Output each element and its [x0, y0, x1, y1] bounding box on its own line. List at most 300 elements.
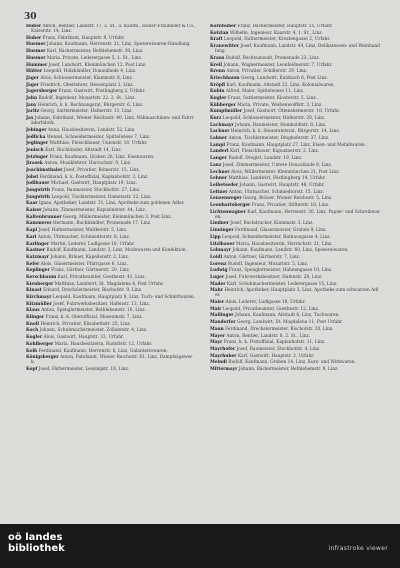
entry-text: Josef, Privatier, Römerstr. 15, Linz.	[63, 167, 140, 173]
entry-name: Kerschbaum	[26, 274, 57, 280]
directory-entry	[26, 63, 196, 68]
entry-text: Ferdinand, Drechslermeister, Bischofstr. 20, Linz.	[225, 326, 334, 332]
entry-text: Josef, Kaufmann, Landstr. 44, Linz, Delikatessen- und Weinhandlung.	[215, 44, 380, 55]
entry-text: Leopold, Kaufmann, Hauptplatz 8, Linz, Tuch- und Schnittwaren.	[52, 295, 196, 300]
entry-name: Langer	[210, 156, 227, 162]
entry-name: Jebinger	[26, 127, 47, 133]
directory-entry	[26, 103, 196, 108]
entry-name: Jobst	[26, 174, 39, 180]
entry-text: Maria, Hausbesitzerin, Harrachstr. 21, Linz.	[236, 241, 333, 247]
entry-name: Mader	[210, 281, 226, 287]
entry-name: Jedlicka	[26, 134, 46, 140]
entry-text: Anton, Privatier, Schillerstr. 29, Linz.	[226, 69, 308, 75]
directory-entry	[26, 135, 196, 140]
entry-text: Leopold, Tischlermeister, Dametzstr. 12, Linz.	[51, 194, 152, 200]
directory-entry	[210, 183, 380, 188]
entry-name: Katzmayr	[26, 254, 50, 260]
directory-entry	[26, 83, 196, 88]
directory-entry	[210, 255, 380, 260]
entry-text: Anton, Tischlermeister, Dinghoferstr. 37, Linz.	[228, 136, 330, 142]
entry-text: Georg, Bräuer, Wiener Reichsstr. 5, Linz.	[243, 196, 333, 202]
entry-name: Jenisch	[26, 147, 44, 153]
entry-text: Anton, Fabrikant, Wiener Reichsstr. 61, Linz, Dampfsägewerk.	[31, 355, 193, 366]
entry-name: Maier	[210, 300, 225, 306]
directory-entry	[26, 268, 196, 273]
entry-text: Anton, Gärtner, Gärtnerstr. 7, Linz.	[223, 254, 301, 260]
entry-text: Wilhelm, Ingenieur, Kaarstr. 4, 1. St., Linz.	[229, 30, 323, 36]
directory-entry	[26, 161, 196, 166]
entry-name: Lobmayr	[210, 248, 231, 254]
entry-name: Jeglinger	[26, 141, 49, 147]
entry-text: Eduard, Drechslermeister, Bischofstr. 9, Linz.	[43, 288, 143, 294]
entry-text: Karl, Buchbinder, Altstadt 14, Linz.	[45, 147, 122, 153]
entry-text: Ferdinand, Kaufmann, Herrenstr. 6, Linz, Galanteriewaren.	[38, 348, 168, 354]
entry-name: Mair	[210, 306, 222, 312]
entry-text: Anton, Spenglermeister, Bethlehemstr. 16, Linz.	[41, 308, 146, 314]
directory-entry	[26, 282, 196, 287]
entry-name: Jungwirth	[26, 188, 50, 193]
directory-entry	[26, 42, 196, 47]
entry-text: Franz, Bäckermeister, Hauptstr. 15, Urfahr.	[237, 24, 333, 29]
entry-name: Lorenz	[210, 261, 227, 267]
entry-text: Matthias, Fleischhauer, Unionstr. 18, Urfahr.	[49, 141, 148, 147]
entry-text: Heinrich, k. k. Steueramtsrat, Bürgerstr. 14, Linz.	[230, 129, 340, 135]
entry-text: Ferdinand, k. k. Postoffizial, Kaplanhofstr. 3, Linz.	[39, 174, 149, 180]
entry-name: Leibetseder	[210, 182, 239, 188]
entry-name: Kriechbaum	[210, 75, 240, 81]
directory-entry	[210, 288, 380, 298]
directory-entry	[26, 168, 196, 173]
entry-name: Loidl	[210, 254, 223, 260]
entry-text: Georg, Sattlermeister, Hafnerstr. 11, Linz.	[40, 109, 133, 115]
directory-entry	[26, 215, 196, 220]
entry-text: Josef, Baumeister, Stockhofstr. 4, Linz.	[236, 346, 321, 352]
entry-text: Karl, Kaufmann, Herrenstr. 30, Linz, Papier- und Schreibwaren.	[215, 209, 380, 220]
entry-name: Mahr	[210, 288, 223, 294]
directory-entry	[26, 228, 196, 233]
entry-name: Kirchmayr	[26, 295, 52, 300]
entry-name: Jäger	[26, 82, 39, 88]
directory-entry	[210, 129, 380, 134]
entry-text: Anton, Uhrmacher, Schmiedtorstr. 8, Linz.	[37, 234, 131, 240]
entry-text: Anton, Uhrmacher, Schmiedtorstr. 15, Linz.	[228, 189, 324, 195]
directory-entry	[26, 181, 196, 186]
directory-entry	[26, 262, 196, 267]
entry-name: Mallinger	[210, 313, 234, 319]
entry-name: Kolb	[26, 348, 38, 354]
entry-text: Matthias, Landwirt, Pöstlingberg 14, Urfahr.	[228, 176, 326, 182]
directory-entry	[26, 328, 196, 333]
entry-text: Johann, Bräuer, Kapellenstr. 2, Linz.	[50, 254, 130, 260]
entry-text: Leopold, Hafnermeister, Kroatengasse 2, Urfahr.	[224, 37, 331, 43]
entry-name: Kotzian	[210, 30, 229, 36]
entry-text: Martin, Lederer, Ludlgasse 10, Urfahr.	[50, 241, 135, 247]
entry-text: Josef, Fuhrwerksbesitzer, Hafenstr. 13, Linz.	[53, 301, 150, 307]
directory-entry	[210, 340, 380, 345]
entry-name: Mittermayr	[210, 366, 238, 372]
entry-text: Wenzel, Schneidermeister, Spittelwiese 7, Linz.	[46, 134, 151, 140]
entry-name: Kinast	[26, 288, 42, 294]
entry-name: Lachmayr	[210, 122, 234, 128]
entry-text: Franz, Gärtner, Gärtnerstr. 20, Linz.	[51, 268, 131, 274]
entry-name: Kugler	[210, 95, 227, 101]
directory-entry	[210, 320, 380, 325]
directory-entry	[210, 123, 380, 128]
entry-text: Johann, Zimmermeister, Kapuzinerstr. 44, Linz.	[42, 208, 147, 214]
entry-name: Karlinger	[26, 241, 50, 247]
entry-name: Jax	[26, 116, 34, 122]
entry-text: Anton, Rentier, Landstr. 8, 2. St., Linz.	[226, 333, 311, 339]
entry-text: Johann, Fabrikant, Wiener Reichsstr. 40, Linz, Nähmaschinen- und Fahrräderfabrik.	[31, 116, 194, 127]
directory-entry	[210, 37, 380, 42]
entry-text: Josef, Gastwirt, Ottensheimerstr. 10, Urfahr.	[243, 109, 341, 115]
entry-name: Jodlbauer	[26, 181, 50, 187]
entry-name: Kaiser	[26, 208, 42, 214]
entry-name: Kreil	[210, 62, 222, 68]
entry-text: Heinrich, Apotheker, Hauptplatz 3, Linz, Apotheke zum schwarzen Adler.	[215, 288, 379, 299]
entry-name: Kohlberger	[26, 341, 54, 347]
entry-text: Karl, Gastwirt, Hauptstr. 2, Urfahr.	[237, 353, 315, 359]
entry-name: Kornhuber	[210, 24, 237, 29]
entry-name: Jaritz	[26, 109, 40, 115]
entry-name: Lichtenwagner	[210, 209, 246, 215]
entry-name: Meindl	[210, 360, 227, 366]
directory-entry	[26, 367, 196, 372]
entry-name: Huemer	[26, 55, 46, 61]
directory-entry	[210, 334, 380, 339]
entry-name: Hütter	[26, 69, 43, 75]
directory-entry	[210, 248, 380, 253]
entry-name: Klaus	[26, 308, 40, 314]
directory-entry	[210, 313, 380, 318]
directory-entry	[26, 355, 196, 365]
entry-text: Anna, Hausbesitzerin, Landstr. 52, Linz.	[47, 127, 136, 133]
directory-entry	[210, 31, 380, 36]
entry-name: Lipp	[210, 234, 221, 240]
directory-entry	[210, 109, 380, 114]
entry-name: Ludwig	[210, 268, 228, 274]
directory-entry	[26, 315, 196, 320]
entry-name: Huemer	[26, 42, 46, 48]
entry-text: Heinrich, k. k. Rechnungsrat, Bürgerstr. 6, Linz.	[37, 102, 144, 108]
directory-entry	[26, 175, 196, 180]
directory-entry	[210, 76, 380, 81]
directory-entry	[26, 308, 196, 313]
logo-line-1: oö landes	[8, 532, 63, 543]
entry-name: Lechner	[210, 169, 230, 175]
directory-entry	[26, 302, 196, 307]
entry-text: Johann, Kaufmann, Herrenstr. 21, Linz, Spezereiwaren-Handlung.	[46, 42, 191, 48]
directory-entry	[210, 69, 380, 74]
entry-text: Anton, Musiklehrer, Harrachstr. 9, Linz.	[44, 161, 132, 167]
entry-text: Josef, Färbermeister, Lessingstr. 18, Linz.	[38, 366, 130, 372]
entry-name: Kröpfl	[210, 82, 225, 88]
entry-name: Linninger	[210, 228, 234, 234]
entry-name: Kraft	[210, 37, 223, 43]
directory-entry	[26, 342, 196, 347]
entry-text: Maria, Private, Weißenwolffstr. 3, Linz.	[237, 102, 323, 108]
entry-name: Hummer	[26, 62, 48, 68]
entry-name: Jungwirth	[26, 194, 50, 200]
entry-name: Kitzmüller	[26, 301, 52, 307]
directory-entry	[210, 307, 380, 312]
entry-text: Leopold, Schneidermeister, Rathausgasse 4, Linz.	[222, 234, 331, 240]
entry-text: Alois, Lederer, Ludlgasse 18, Urfahr.	[225, 300, 306, 306]
entry-name: Kefer	[26, 261, 40, 267]
entry-text: Karl, Privatbeamter, Goethestr. 41, Linz.	[57, 274, 146, 280]
entry-text: Rudolf, Ingenieur, Mozartstr. 22, 2. St., Linz.	[38, 95, 136, 101]
entry-text: Josef, Buchdrucker, Klammstr. 3, Linz.	[230, 221, 314, 227]
directory-entry	[26, 195, 196, 200]
directory-entry	[210, 282, 380, 287]
directory-entry	[26, 76, 196, 81]
library-logo[interactable]	[8, 532, 65, 554]
entry-text: Karl, Fleischhauer, Kapuzinerstr. 2, Linz.	[229, 149, 320, 155]
directory-entry	[210, 103, 380, 108]
entry-name: Lindner	[210, 221, 229, 227]
entry-name: Kienberger	[26, 281, 54, 287]
entry-name: Kogler	[26, 335, 43, 341]
entry-name: Kaltenbrunner	[26, 214, 62, 220]
entry-text: Karl, Kaufmann, Altstadt 22, Linz, Kolonialwaren.	[226, 82, 335, 88]
entry-text: Franz, Spenglermeister, Hahnengasse 10, Linz.	[228, 268, 333, 274]
entry-name: Kraus	[210, 55, 225, 61]
directory-entry	[210, 176, 380, 181]
entry-name: Huemer	[26, 49, 46, 55]
entry-text: Rudolf, Rechtsanwalt, Promenade 23, Linz.	[225, 55, 320, 61]
entry-text: Friedrich, Oberlehrer, Hessenplatz 3, Linz.	[40, 82, 134, 88]
entry-text: Leopold, Schlossermeister, Hafnerstr. 20, Linz.	[222, 116, 326, 122]
entry-name: Krenn	[210, 69, 225, 75]
directory-entry	[26, 248, 196, 253]
directory-entry	[210, 156, 380, 161]
directory-entry	[26, 322, 196, 327]
directory-entry	[210, 89, 380, 94]
entry-text: Rudolf, Drogist, Landstr. 19, Linz.	[228, 156, 303, 162]
directory-entry	[210, 83, 380, 88]
directory-entry	[26, 201, 196, 206]
directory-entry	[210, 190, 380, 195]
directory-entry	[26, 255, 196, 260]
directory-entry	[210, 221, 380, 226]
directory-entry	[26, 288, 196, 293]
entry-name: Litzlbauer	[210, 241, 235, 247]
directory-entry	[210, 116, 380, 121]
entry-text: Michael, Gastwirt, Hauptplatz 19, Linz.	[50, 181, 137, 187]
directory-entry	[26, 56, 196, 61]
entry-name: Kastner	[26, 248, 46, 254]
directory-entry	[26, 155, 196, 160]
directory-entry	[26, 116, 196, 126]
entry-name: Kühberger	[210, 102, 236, 108]
entry-text: Johann, Wagnermeister, Leonfeldnerstr. 7, Urfahr.	[223, 62, 333, 68]
viewer-label[interactable]: infrastroke viewer	[328, 545, 388, 552]
entry-name: Lahner	[210, 136, 228, 142]
directory-entry	[26, 148, 196, 153]
entry-name: Jirasek	[26, 161, 43, 167]
entry-name: Königsberger	[26, 355, 59, 361]
directory-entry	[210, 143, 380, 148]
entry-name: Lackner	[210, 129, 230, 135]
entry-text: Franz, k. k. Postoffizial, Kaplanhofstr. 11, Linz.	[223, 340, 326, 346]
directory-entry	[210, 354, 380, 359]
entry-name: Leitner	[210, 189, 228, 195]
directory-entry	[210, 327, 380, 332]
entry-text: Johann, Gastwirt, Hauptstr. 48, Urfahr.	[239, 182, 325, 188]
directory-entry	[26, 24, 196, 34]
directory-entry	[210, 136, 380, 141]
entry-text: Franz, k. k. Oberoffizial, Museumstr. 7, Linz.	[45, 315, 143, 321]
entry-text: Ignaz, Apotheker, Landstr. 31, Linz, Apotheke zum goldenen Adler.	[38, 201, 185, 207]
entry-text: Franz, Kaufmann, Hauptplatz 27, Linz, Eisen- und Metallwaren.	[226, 142, 366, 148]
entry-name: Lanz	[210, 162, 222, 168]
directory-entry	[26, 208, 196, 213]
directory-entry	[26, 335, 196, 340]
directory-entry	[26, 96, 196, 101]
entry-text: Johann, Schuhmachermeister, Zollamtstr. 4, Linz.	[39, 328, 148, 334]
entry-name: Koch	[26, 328, 39, 334]
entry-text: Georg, Müllermeister, Kleinmünchen 3, Post Linz.	[63, 214, 172, 220]
entry-text: Georg, Landwirt, Katzbach 6, Post Linz.	[240, 75, 328, 81]
logo-line-2: bibliothek	[8, 543, 65, 554]
entry-name: Mayrhuber	[210, 353, 237, 359]
directory-entry	[210, 96, 380, 101]
directory-entry	[26, 141, 196, 146]
entry-text: Anton, Rentier, Landstr. 17, 2. St., u. Kaufm., Huber-Frauneder & Co., Kaiserstr. 14, Linz.	[31, 24, 196, 35]
entry-name: Keplinger	[26, 268, 50, 274]
entry-name: Kammerer	[26, 221, 52, 227]
entry-name: Jagersberger	[26, 89, 58, 95]
entry-text: Hermann, Buchhändler, Promenade 17, Linz.	[52, 221, 152, 227]
entry-name: Leonhartsberger	[210, 202, 251, 208]
entry-text: Alois, Glasermeister, Pfarrgasse 6, Linz.	[40, 261, 128, 267]
entry-name: Jahn	[26, 95, 38, 101]
entry-name: Mandorfer	[210, 320, 236, 326]
directory-entry	[210, 203, 380, 208]
directory-entry	[26, 89, 196, 94]
entry-name: Lenzenweger	[210, 196, 242, 202]
directory-entry	[210, 275, 380, 280]
directory-entry	[210, 235, 380, 240]
directory-entry	[26, 109, 196, 114]
entry-name: Mayrhofer	[210, 346, 236, 352]
page-number: 30	[24, 12, 37, 22]
directory-entry	[26, 295, 196, 300]
directory-entry	[26, 36, 196, 41]
entry-text: Alfred, Maler, Spittelwiese 11, Linz.	[225, 89, 305, 95]
directory-entry	[26, 128, 196, 133]
entry-text: Leopold, Holzhändler, Donaulände 4, Linz.	[43, 69, 137, 75]
entry-text: Karl, Schuhmachermeister, Lederergasse 15, Linz.	[226, 281, 338, 287]
directory-entry	[26, 221, 196, 226]
entry-name: Knoll	[26, 321, 39, 327]
entry-name: Huber	[26, 24, 42, 29]
directory-entry	[210, 367, 380, 372]
directory-entry	[26, 235, 196, 240]
directory-entry	[210, 268, 380, 273]
entry-text: Alois, Gastwirt, Hauptstr. 33, Urfahr.	[43, 335, 124, 341]
entry-text: Franz, Baumeister, Stockhofstr. 27, Linz.	[51, 188, 141, 193]
entry-text: Heinrich, Privatier, Elisabethstr. 25, Linz.	[40, 321, 131, 327]
entry-name: Karl	[26, 234, 37, 240]
entry-name: Kumpfmüller	[210, 109, 243, 115]
directory-entry	[210, 63, 380, 68]
entry-text: Rudolf, Ingenieur, Mozartstr. 5, Linz.	[227, 261, 309, 267]
entry-name: Jetzinger	[26, 154, 48, 160]
entry-name: Jany	[26, 102, 37, 108]
directory-entry	[210, 347, 380, 352]
left-column	[26, 24, 196, 519]
entry-name: Kurz	[210, 116, 222, 122]
entry-name: Mann	[210, 326, 224, 332]
entry-text: Alois, Müllermeister, Kleinmünchen 21, Post Linz.	[231, 169, 340, 175]
entry-text: Franz, Gastwirt, Pöstlingberg 2, Urfahr.	[58, 89, 146, 95]
directory-entry	[210, 196, 380, 201]
directory-entry	[26, 349, 196, 354]
entry-name: Landerl	[210, 149, 229, 155]
entry-text: Franz, Fabrikant, Hauptstr. 9, Urfahr.	[42, 35, 125, 41]
directory-entry	[210, 262, 380, 267]
entry-text: Johann, Bäckermeister, Bethlehemstr. 9, Linz.	[238, 366, 339, 372]
directory-entry	[26, 69, 196, 74]
entry-text: Johann, Kaufmann, Landstr. 60, Linz, Spezereiwaren.	[232, 248, 349, 254]
entry-name: Lehner	[210, 176, 228, 182]
directory-entry	[210, 228, 380, 233]
entry-name: Lampl	[210, 142, 225, 148]
directory-entry	[210, 44, 380, 54]
entry-name: Kapl	[26, 228, 38, 234]
directory-entry	[26, 188, 196, 193]
entry-name: Mayr	[210, 340, 223, 346]
directory-entry	[26, 275, 196, 280]
entry-text: Karl, Bäckermeister, Bethlehemstr. 30, Linz.	[46, 49, 144, 55]
entry-text: Alois, Schlossermeister, Klammstr. 8, Linz.	[40, 75, 134, 81]
entry-text: Maria, Hausbesitzerin, Rudolfstr. 12, Urfahr.	[54, 341, 153, 347]
entry-name: Klinger	[26, 315, 45, 321]
entry-text: Franz, Kaufmann, Graben 26, Linz, Eisenwaren.	[49, 154, 155, 160]
entry-text: Josef, Zimmermeister, Untere Donaulände 9, Linz.	[222, 162, 333, 168]
directory-entry	[210, 149, 380, 154]
directory-entry	[210, 24, 380, 29]
entry-name: Kubin	[210, 89, 225, 95]
entry-text: Johann, Baumeister, Humboldtstr. 8, Linz.	[235, 122, 327, 128]
directory-entry	[210, 242, 380, 247]
entry-name: Kopf	[26, 366, 38, 372]
entry-name: Huber	[26, 35, 42, 41]
entry-text: Ferdinand, Glasermeister, Graben 9, Linz.	[235, 228, 327, 234]
entry-text: Matthias, Landwirt, St. Magdalena 4, Post Urfahr.	[54, 281, 164, 287]
entry-name: Mayer	[210, 333, 226, 339]
entry-name: Kranewitter	[210, 44, 239, 50]
directory-entry	[26, 49, 196, 54]
entry-text: Josef, Fuhrwerksbesitzer, Hafenstr. 28, Linz.	[225, 274, 323, 280]
entry-name: Luger	[210, 274, 225, 280]
entry-text: Rudolf, Kaufmann, Graben 14, Linz, Kurz- und Wirkwaren.	[228, 360, 356, 366]
entry-name: Jäger	[26, 75, 39, 81]
entry-text: Georg, Landwirt, St. Magdalena 11, Post Urfahr.	[237, 320, 344, 326]
directory-entry	[210, 210, 380, 220]
directory-entry	[210, 163, 380, 168]
directory-entry	[210, 170, 380, 175]
directory-entry	[210, 360, 380, 365]
entry-text: Leopold, Privatbeamter, Goethestr. 12, Linz.	[222, 306, 320, 312]
entry-text: Josef, Landwirt, Kleinmünchen 12, Post Linz.	[48, 62, 147, 68]
directory-entry	[210, 56, 380, 61]
directory-entry	[210, 300, 380, 305]
entry-text: Maria, Private, Lederergasse 5, 1. St., Linz.	[46, 55, 143, 61]
right-column	[210, 24, 380, 519]
entry-text: Franz, Privatier, Stifterstr. 16, Linz.	[251, 202, 330, 208]
